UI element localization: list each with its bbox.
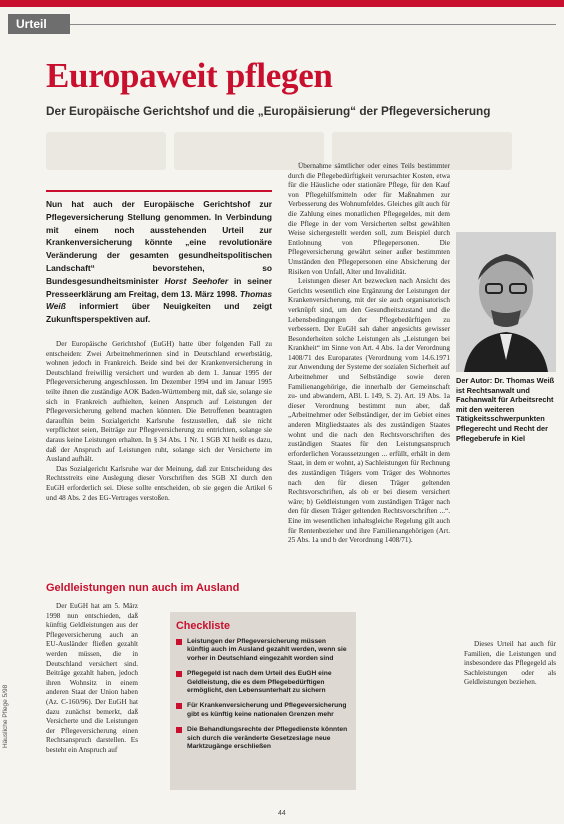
- page-number: 44: [278, 810, 286, 817]
- body-column-1: [46, 340, 272, 503]
- section-rule: [70, 24, 556, 25]
- bullet-square-icon: [176, 639, 182, 645]
- checklist-item: Pflegegeld ist nach dem Urteil des EuGH eine Geldleistung, die es dem Pflegebedürftigen ermöglicht, den Lebensunterhalt zu sichern: [176, 670, 350, 695]
- article-subhead: Der Europäische Gerichtshof und die „Europäisierung“ der Pflegeversicherung: [46, 104, 491, 118]
- intro-rule: [46, 190, 272, 192]
- top-red-bar: [0, 0, 564, 7]
- sub-heading: Geldleistungen nun auch im Ausland: [46, 582, 240, 594]
- checklist-item: Die Behandlungsrechte der Pflegedienste könnten sich durch die veränderte Gesetzeslage neue Marktzugänge erschließen: [176, 726, 350, 751]
- bullet-square-icon: [176, 727, 182, 733]
- body-paragraph: Leistungen dieser Art bezwecken nach Ansicht des Gerichts wesentlich eine Ergänzung der Leistungen der Krankenversicherung, mit der sie auch organisatorisch verknüpft sind, um den Gesundheitszustand und die Lebensbedingungen der Pflegebedürftigen zu verbessern. Der EuGH sah daher angesichts gewisser Besonderheiten solche Leistungen als „Leistungen bei Krankheit“ im Sinne von Art. 4 Abs. 1a der Verordnung 1408/71 des Europarates (Verordnung vom 14.6.1971 zur Anwendung der Systeme der sozialen Sicherheit auf Arbeitnehmer und Selbständige sowie deren Familienangehörige, die innerhalb der Gemeinschaft zu- und abwandern, ABl. L 149, S. 2). Art. 19 Abs. 1a dieser Verordnung bestimmt nun aber, daß „Arbeitnehmer oder Selbständiger, der im Gebiet eines anderen Mitgliedstaates als des zuständigen Staates wohnt und die nach den Rechtsvorschriften des zuständigen Staates für den Leistungsanspruch erforderlichen Voraussetzungen ... erfüllt, erhält in dem Staat, in dem er wohnt, a) Sachleistungen für Rechnung des zuständigen Trägers vom Träger des Wohnortes nach den für diesen Träger geltenden Rechtsvorschriften, als ob er bei diesem versichert wäre; b) Geldleistungen vom zuständigen Träger nach den für diesen Träger geltenden Rechtsvorschriften ...“. Eine im wesentlichen inhaltsgleiche Regelung gilt auch für Rentenbezieher und ihre Familienangehörigen (Art. 25 Abs. 1a und b der Verordnung 1408/71).: [288, 277, 450, 545]
- section-label: Urteil: [8, 14, 70, 34]
- bullet-square-icon: [176, 703, 182, 709]
- checklist-title: Checkliste: [176, 620, 231, 632]
- body-paragraph: Der EuGH hat am 5. März 1998 nun entschieden, daß künftig Geldleistungen aus der Pflegeversicherung auch an EU-Ausländer fließen gezahlt werden müssen, die in Deutschland versichert sind. Beiträge gezahlt haben, jedoch ihren Wohnsitz in einem anderen Staat der Union haben (Az. C-160/96). Der EuGH hat dazu zunächst bemerkt, daß Versicherte und die Leistungen der Pflegeversicherung einen Rechtsanspruch darstellen. Es besteht ein Anspruch auf: [46, 602, 138, 754]
- body-column-1b: [46, 602, 138, 756]
- source-label: Häusliche Pflege 5/98: [2, 684, 9, 748]
- author-caption: Der Autor: Dr. Thomas Weiß ist Rechtsanwalt und Fachanwalt für Arbeitsrecht mit den weiteren Tätigkeitsschwerpunkten Pflegerecht und Recht der Pflegeberufe in Kiel: [456, 376, 555, 443]
- bullet-square-icon: [176, 671, 182, 677]
- body-column-3b: [464, 640, 556, 688]
- author-name: Thomas Weiß: [46, 288, 272, 312]
- author-photo: [456, 232, 556, 372]
- article-intro: Nun hat auch der Europäische Gerichtshof zur Pflegeversicherung Stellung genommen. In Verbindung mit einem noch ausstehenden Urteil zur Krankenversicherung könnte „eine revolutionäre Veränderung der gesamten gesundheitspolitischen Landschaft“ bevorstehen, so Bundesgesundheitsminister Horst Seehofer in seiner Presseerklärung am Freitag, dem 13. März 1998. Thomas Weiß informiert über Neuigkeiten und zeigt Zukunftsperspektiven auf.: [46, 199, 272, 325]
- body-paragraph: Übernahme sämtlicher oder eines Teils bestimmter durch die Pflegebedürftigkeit verursachter Kosten, etwa für die Häusliche oder stationäre Pflege, für den Kauf von Pflegehilfsmitteln oder für Maßnahmen zur Verbesserung des Wohnumfeldes. Gleiches gilt auch für die Zahlung eines monatlichen Pflegegeldes, mit dem die Pflege in der vom Versicherten selbst gewählten Weise sichergestellt werden soll, zum Beispiel durch Entlohnung von Pflegepersonen. Die Pflegeversicherung gewährt seiner außer bestimmten Umständen den Pflegepersonen eine Absicherung der Risiken von Unfall, Alter und Invalidität.: [288, 162, 450, 276]
- body-paragraph: Der Europäische Gerichtshof (EuGH) hatte über folgenden Fall zu entscheiden: Zwei Arbeitnehmerinnen sind in Deutschland erwerbstätig, wohnen jedoch in Frankreich. Beide sind bei der Krankenversicherung in Deutschland freiwillig versichert und wurden ab dem 1. Januar 1995 der Pflegeversicherung angeschlossen. Im Dezember 1994 und im Januar 1995 teilte ihnen die zuständige AOK Baden-Württemberg mit, daß sie, solange sie sich in Frankreich aufhielten, keinen Anspruch auf Leistungen der Pflegeversicherung geltend machen könnten. Die Betroffenen beantragten daraufhin beim Sozialgericht Karlsruhe festzustellen, daß sie nicht verpflichtet seien, Beiträge zur Pflegeversicherung zu entrichten, solange sie daraus keine Leistungen erhalten. In § 34 Abs. 1 Nr. 1 SGB XI heißt es dazu, daß der Anspruch auf Leistungen ruht, solange sich der Versicherte im Ausland aufhält.: [46, 340, 272, 464]
- body-column-2: [288, 162, 450, 546]
- body-paragraph: Dieses Urteil hat auch für Familien, die Leistungen und insbesondere das Pflegegeld als Sachleistungen oder als Geldleistungen beziehen.: [464, 640, 556, 687]
- checklist-item: Für Krankenversicherung und Pflegeversicherung gibt es künftig keine nationalen Grenzen mehr: [176, 702, 350, 719]
- article-headline: Europaweit pflegen: [46, 56, 333, 95]
- checklist-box: [170, 612, 356, 790]
- minister-name: Horst Seehofer: [164, 275, 229, 286]
- checklist-item: Leistungen der Pflegeversicherung müssen künftig auch im Ausland gezahlt werden, wenn sie vorher in Deutschland eingezahlt worden sind: [176, 638, 350, 663]
- body-paragraph: Das Sozialgericht Karlsruhe war der Meinung, daß zur Entscheidung des Rechtsstreits eine Auslegung dieser Vorschriften des SGB XI durch den EuGH erforderlich sei. Diese sollte entscheiden, ob sie gegen die Artikel 6 und 48 Abs. 2 des EG-Vertrages verstoßen.: [46, 464, 272, 502]
